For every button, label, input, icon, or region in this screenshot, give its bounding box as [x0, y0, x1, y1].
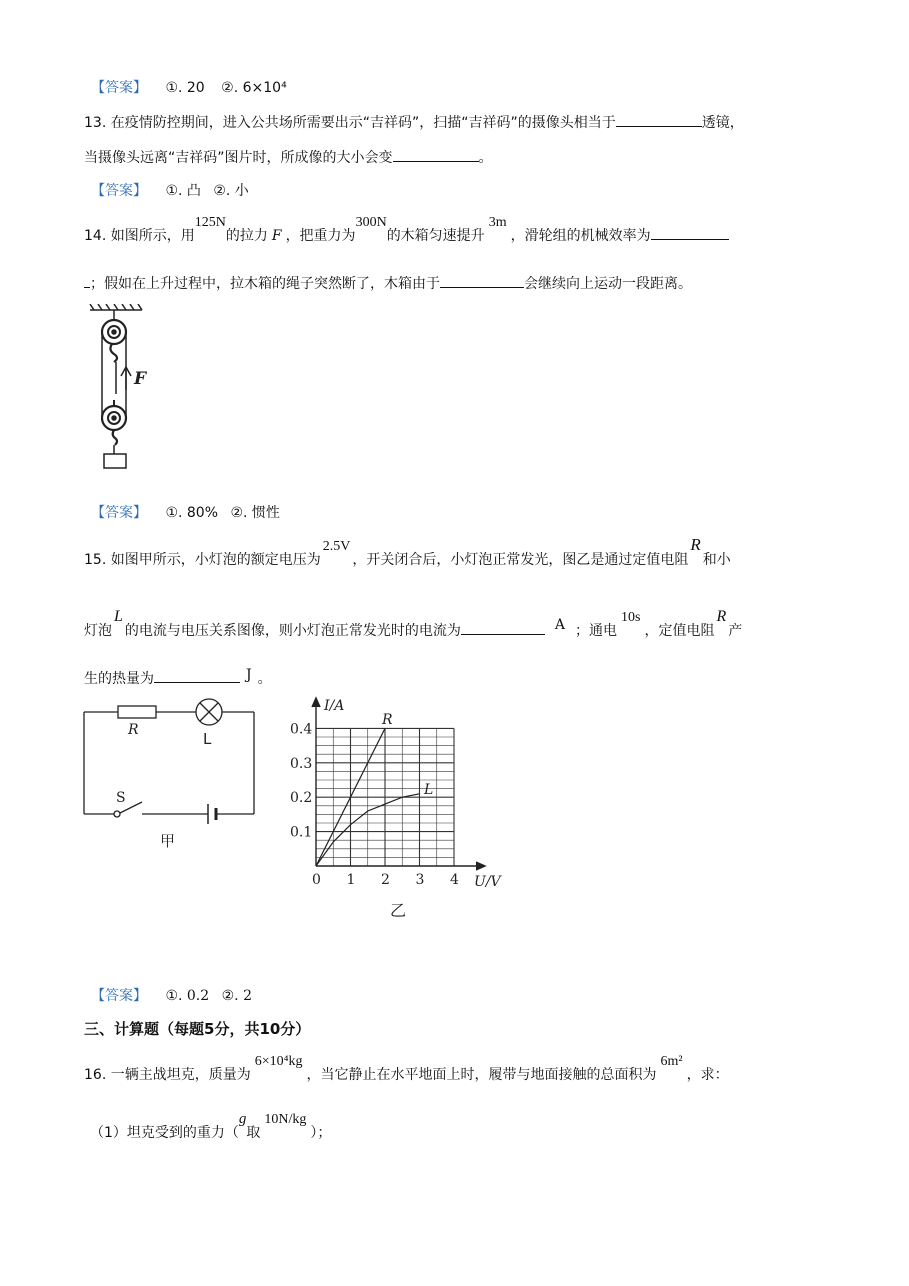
q15-text: 。 — [257, 671, 272, 687]
question-15-line3 — [84, 668, 272, 688]
section-3-title: 三、计算题（每题5分，共10分） — [84, 1020, 311, 1038]
answer-12-2: ②. 6×10⁴ — [221, 80, 287, 96]
q16-gsym: g — [238, 1111, 247, 1127]
q16-text: ，求： — [686, 1067, 729, 1083]
circuit-label-l: L — [203, 730, 212, 748]
q14-text: ，把重力为 — [285, 228, 356, 244]
q14-text: 会继续向上运动一段距离。 — [524, 276, 692, 292]
q15-r: R — [690, 535, 701, 554]
answer-12 — [91, 77, 287, 97]
q15-text: 15. 如图甲所示，小灯泡的额定电压为 — [84, 552, 321, 568]
q16-text: ，当它静止在水平地面上时，履带与地面接触的总面积为 — [306, 1067, 657, 1083]
answer-13 — [91, 180, 249, 200]
curve-label-r: R — [382, 712, 393, 728]
circuit-label-r: R — [128, 722, 139, 738]
y-tick-label: 0.3 — [290, 755, 313, 772]
answer-14 — [91, 502, 280, 522]
q13-text2: 透镜， — [701, 115, 744, 131]
x-tick-label: 2 — [381, 872, 390, 888]
question-15-line2 — [84, 608, 743, 640]
q14-text: ，滑轮组的机械效率为 — [510, 228, 651, 244]
pulley-figure — [86, 304, 166, 474]
blank — [393, 147, 479, 162]
answer-tag: 【答案】 — [91, 505, 147, 521]
question-13-line2 — [84, 147, 493, 167]
iv-graph — [284, 694, 514, 924]
answer-14-2: ②. 惯性 — [230, 505, 280, 521]
q14-text: ；假如在上升过程中，拉木箱的绳子突然断了，木箱由于 — [90, 276, 440, 292]
answer-tag: 【答案】 — [91, 80, 147, 96]
q14-weight: 300N — [355, 215, 387, 230]
q16-area: 6m² — [660, 1054, 683, 1069]
y-tick-label: 0.2 — [290, 790, 313, 807]
blank — [461, 620, 545, 635]
q15-voltage: 2.5V — [322, 539, 351, 554]
q14-force: 125N — [194, 215, 226, 230]
circuit-label-s: S — [116, 790, 126, 806]
q15-text: ，开关闭合后，小灯泡正常发光，图乙是通过定值电阻 — [352, 552, 689, 568]
question-16-sub1 — [90, 1111, 332, 1142]
question-16-line1 — [84, 1054, 729, 1084]
blank — [154, 668, 240, 683]
q15-text: 产 — [728, 623, 743, 639]
x-tick-label: 3 — [415, 872, 425, 888]
answer-tag: 【答案】 — [91, 183, 147, 199]
q15-unit-a: A — [554, 617, 566, 633]
force-label: F — [134, 369, 147, 389]
question-14-line1 — [84, 215, 729, 245]
q13-text4: 。 — [478, 150, 493, 166]
q14-text: 的木箱匀速提升 — [386, 228, 485, 244]
answer-12-1: ①. 20 — [165, 80, 205, 96]
answer-15-1: ①. 0.2 — [165, 988, 210, 1004]
question-13-line1 — [84, 112, 744, 132]
y-tick-label: 0.4 — [290, 721, 313, 738]
answer-15 — [91, 985, 252, 1005]
q16-text: 16. 一辆主战坦克，质量为 — [84, 1067, 251, 1083]
answer-13-1: ①. 凸 — [165, 183, 201, 199]
answer-15-2: ②. 2 — [221, 988, 252, 1004]
circuit-diagram — [80, 696, 260, 856]
graph-caption: 乙 — [390, 901, 407, 920]
q15-text: 和小 — [702, 552, 731, 568]
blank — [651, 225, 729, 240]
q16-text: （1）坦克受到的重力（ — [90, 1125, 239, 1141]
q16-text: 取 — [246, 1125, 261, 1141]
q16-text: ）； — [310, 1125, 332, 1141]
question-15-line1 — [84, 535, 731, 569]
q16-mass: 6×10⁴kg — [254, 1054, 303, 1069]
q15-text: ；通电 — [575, 623, 618, 639]
q15-text: 的电流与电压关系图像，则小灯泡正常发光时的电流为 — [124, 623, 461, 639]
y-tick-label: 0.1 — [290, 824, 313, 841]
x-tick-label: 0 — [312, 872, 321, 888]
answer-14-1: ①. 80% — [165, 505, 219, 521]
circuit-caption: 甲 — [160, 832, 176, 850]
q15-time: 10s — [621, 610, 641, 625]
curve-label-l: L — [424, 782, 434, 798]
blank — [440, 273, 524, 288]
q15-text: ，定值电阻 — [644, 623, 715, 639]
graph-xlabel: U/V — [474, 874, 501, 890]
q14-fsym: F — [271, 228, 282, 244]
blank — [616, 112, 702, 127]
q13-text: 13. 在疫情防控期间，进入公共场所需要出示“吉祥码”，扫描“吉祥码”的摄像头相当于 — [84, 115, 616, 131]
q14-height: 3m — [488, 215, 507, 230]
answer-13-2: ②. 小 — [213, 183, 249, 199]
q15-text: 灯泡 — [84, 623, 112, 639]
q15-l: L — [114, 608, 123, 625]
q16-gval: 10N/kg — [264, 1112, 307, 1127]
answer-tag: 【答案】 — [91, 988, 147, 1004]
q14-text: 的拉力 — [225, 228, 268, 244]
q14-text: 14. 如图所示，用 — [84, 228, 195, 244]
x-tick-label: 4 — [450, 872, 459, 888]
graph-ylabel: I/A — [324, 698, 345, 714]
x-tick-label: 1 — [346, 872, 356, 888]
q15-r2: R — [716, 608, 727, 625]
q15-text: 生的热量为 — [84, 671, 154, 687]
q13-text3: 当摄像头远离“吉祥码”图片时，所成像的大小会变 — [84, 150, 393, 166]
q15-unit-j: J — [246, 667, 252, 683]
question-14-line2 — [84, 273, 692, 293]
